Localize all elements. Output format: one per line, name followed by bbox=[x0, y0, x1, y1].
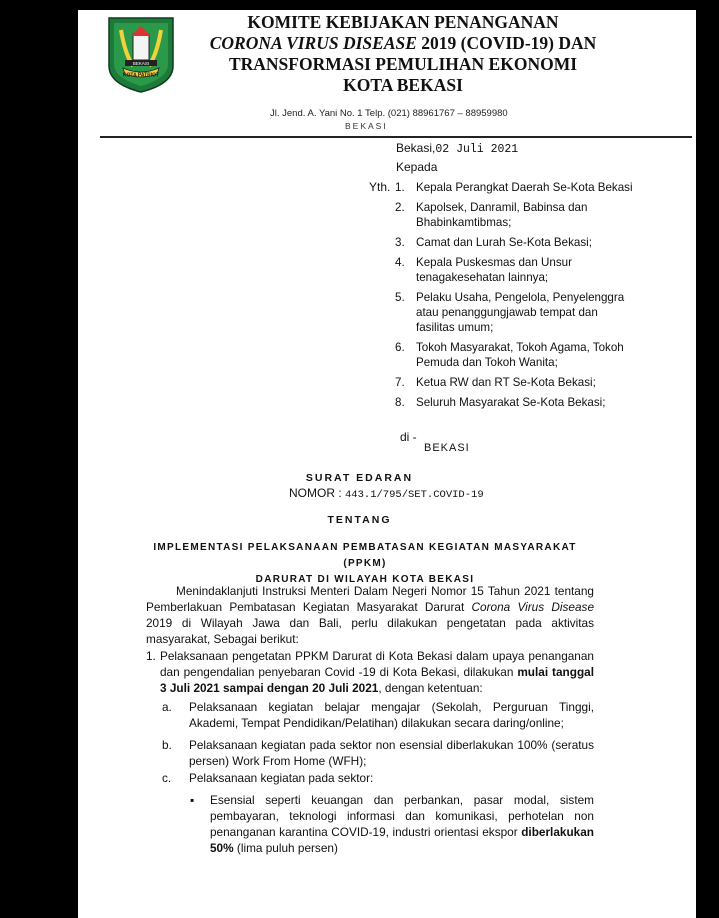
nomor-label: NOMOR : bbox=[289, 486, 345, 500]
list-item bbox=[395, 180, 635, 195]
list-number: 6. bbox=[395, 341, 405, 354]
letterhead-rule bbox=[100, 136, 692, 138]
intro-text-b: 2019 di Wilayah Jawa dan Bali, perlu dilakukan pengetatan pada aktivitas masyarakat, Sebagai berikut: bbox=[146, 616, 594, 646]
list-number: 1. bbox=[395, 181, 405, 194]
list-number: 3. bbox=[395, 236, 405, 249]
logo-text: KOTA PATRIOT bbox=[122, 72, 160, 79]
letterhead-line3: TRANSFORMASI PEMULIHAN EKONOMI bbox=[228, 54, 578, 74]
list-item bbox=[395, 255, 635, 285]
list-text: Pelaku Usaha, Pengelola, Penyelenggra atau penanggungjawab tempat dan fasilitas umum; bbox=[416, 291, 625, 334]
letterhead bbox=[188, 12, 618, 96]
letterhead-line2-italic: CORONA VIRUS DISEASE bbox=[209, 33, 417, 53]
intro-text-italic: Corona Virus Disease bbox=[471, 600, 594, 614]
di-city: BEKASI bbox=[424, 442, 470, 454]
list-item bbox=[395, 290, 635, 335]
kota-bekasi-emblem bbox=[103, 14, 179, 94]
kepada-label: Kepada bbox=[396, 160, 438, 174]
sub-letter: b. bbox=[162, 738, 172, 752]
subject-line2: DARURAT DI WILAYAH KOTA BEKASI bbox=[255, 574, 475, 585]
logo-inner-text: BEKASI bbox=[132, 61, 150, 66]
nomor-value: 443.1/795/SET.COVID-19 bbox=[345, 489, 484, 501]
bullet-item bbox=[190, 792, 594, 856]
nomor-line bbox=[289, 486, 484, 501]
list-item bbox=[395, 235, 635, 250]
bullet-icon: ▪ bbox=[190, 793, 195, 807]
bullet-text-bold: diberlakukan 50% bbox=[210, 825, 594, 855]
letterhead-city: BEKASI bbox=[345, 121, 388, 131]
list-number: 4. bbox=[395, 256, 405, 269]
di-label: di - bbox=[400, 430, 417, 444]
surat-edaran-title: SURAT EDARAN bbox=[305, 472, 414, 484]
subject-title bbox=[130, 540, 600, 588]
sub-text: Pelaksanaan kegiatan pada sektor: bbox=[189, 771, 374, 785]
subject-line1: IMPLEMENTASI PELAKSANAAN PEMBATASAN KEGIATAN MASYARAKAT (PPKM) bbox=[153, 542, 577, 569]
list-item bbox=[395, 375, 635, 390]
list-item bbox=[395, 395, 635, 410]
bullet-text-b: (lima puluh persen) bbox=[233, 841, 338, 855]
top-border bbox=[0, 0, 719, 10]
date-prefix: Bekasi, bbox=[396, 141, 436, 155]
sub-text: Pelaksanaan kegiatan pada sektor non esensial diberlakukan 100% (seratus persen) Work From Home (WFH); bbox=[189, 738, 594, 768]
letterhead-address: Jl. Jend. A. Yani No. 1 Telp. (021) 88961767 – 88959980 bbox=[270, 108, 508, 119]
list-text: Camat dan Lurah Se-Kota Bekasi; bbox=[416, 236, 592, 249]
recipient-list bbox=[395, 180, 635, 415]
letter-date bbox=[396, 141, 518, 156]
list-text: Kapolsek, Danramil, Babinsa dan Bhabinkamtibmas; bbox=[416, 201, 588, 229]
sub-letter: a. bbox=[162, 700, 172, 714]
list-text: Kepala Perangkat Daerah Se-Kota Bekasi bbox=[416, 181, 633, 194]
provision-text-b: , dengan ketentuan: bbox=[378, 681, 483, 695]
list-item bbox=[395, 200, 635, 230]
list-text: Seluruh Masyarakat Se-Kota Bekasi; bbox=[416, 396, 606, 409]
provision-text-bold: mulai tanggal 3 Juli 2021 sampai dengan 20 Juli 2021 bbox=[160, 665, 594, 695]
provision-1 bbox=[146, 648, 594, 696]
intro-text-a: Menindaklanjuti Instruksi Menteri Dalam Negeri Nomor 15 Tahun 2021 tentang Pemberlakuan Pembatasan Kegiatan Masyarakat Darurat bbox=[146, 584, 594, 614]
provision-text-a: Pelaksanaan pengetatan PPKM Darurat di Kota Bekasi dalam upaya penanganan dan pengendalian penyebaran Covid -19 di Kota Bekasi, dilakukan bbox=[160, 649, 594, 679]
sub-text: Pelaksanaan kegiatan belajar mengajar (Sekolah, Perguruan Tinggi, Akademi, Tempat Pendidikan/Pelatihan) dilakukan secara daring/online; bbox=[189, 700, 594, 730]
sub-provision-b bbox=[162, 737, 594, 769]
list-number: 2. bbox=[395, 201, 405, 214]
list-text: Ketua RW dan RT Se-Kota Bekasi; bbox=[416, 376, 596, 389]
yth-label: Yth. bbox=[369, 180, 391, 194]
list-text: Kepala Puskesmas dan Unsur tenagakesehatan lainnya; bbox=[416, 256, 572, 284]
tentang-label: TENTANG bbox=[327, 514, 392, 526]
list-number: 5. bbox=[395, 291, 405, 304]
list-number: 7. bbox=[395, 376, 405, 389]
sub-letter: c. bbox=[162, 771, 172, 785]
date-value: 02 Juli 2021 bbox=[435, 143, 519, 156]
list-item bbox=[395, 340, 635, 370]
sub-provision-c bbox=[162, 770, 594, 786]
list-number: 8. bbox=[395, 396, 405, 409]
letterhead-line1: KOMITE KEBIJAKAN PENANGANAN bbox=[247, 12, 559, 32]
letterhead-line2-rest: 2019 (COVID-19) DAN bbox=[416, 33, 597, 53]
letterhead-line2 bbox=[188, 33, 618, 54]
sub-provision-a bbox=[162, 699, 594, 731]
letterhead-line4: KOTA BEKASI bbox=[343, 75, 463, 95]
list-text: Tokoh Masyarakat, Tokoh Agama, Tokoh Pemuda dan Tokoh Wanita; bbox=[416, 341, 624, 369]
intro-paragraph bbox=[146, 583, 594, 647]
provision-number: 1. bbox=[146, 649, 156, 663]
bullet-text-a: Esensial seperti keuangan dan perbankan, pasar modal, sistem pembayaran, teknologi informasi dan komunikasi, perhotelan non penanganan karantina COVID-19, industri orientasi ekspor bbox=[210, 793, 594, 839]
